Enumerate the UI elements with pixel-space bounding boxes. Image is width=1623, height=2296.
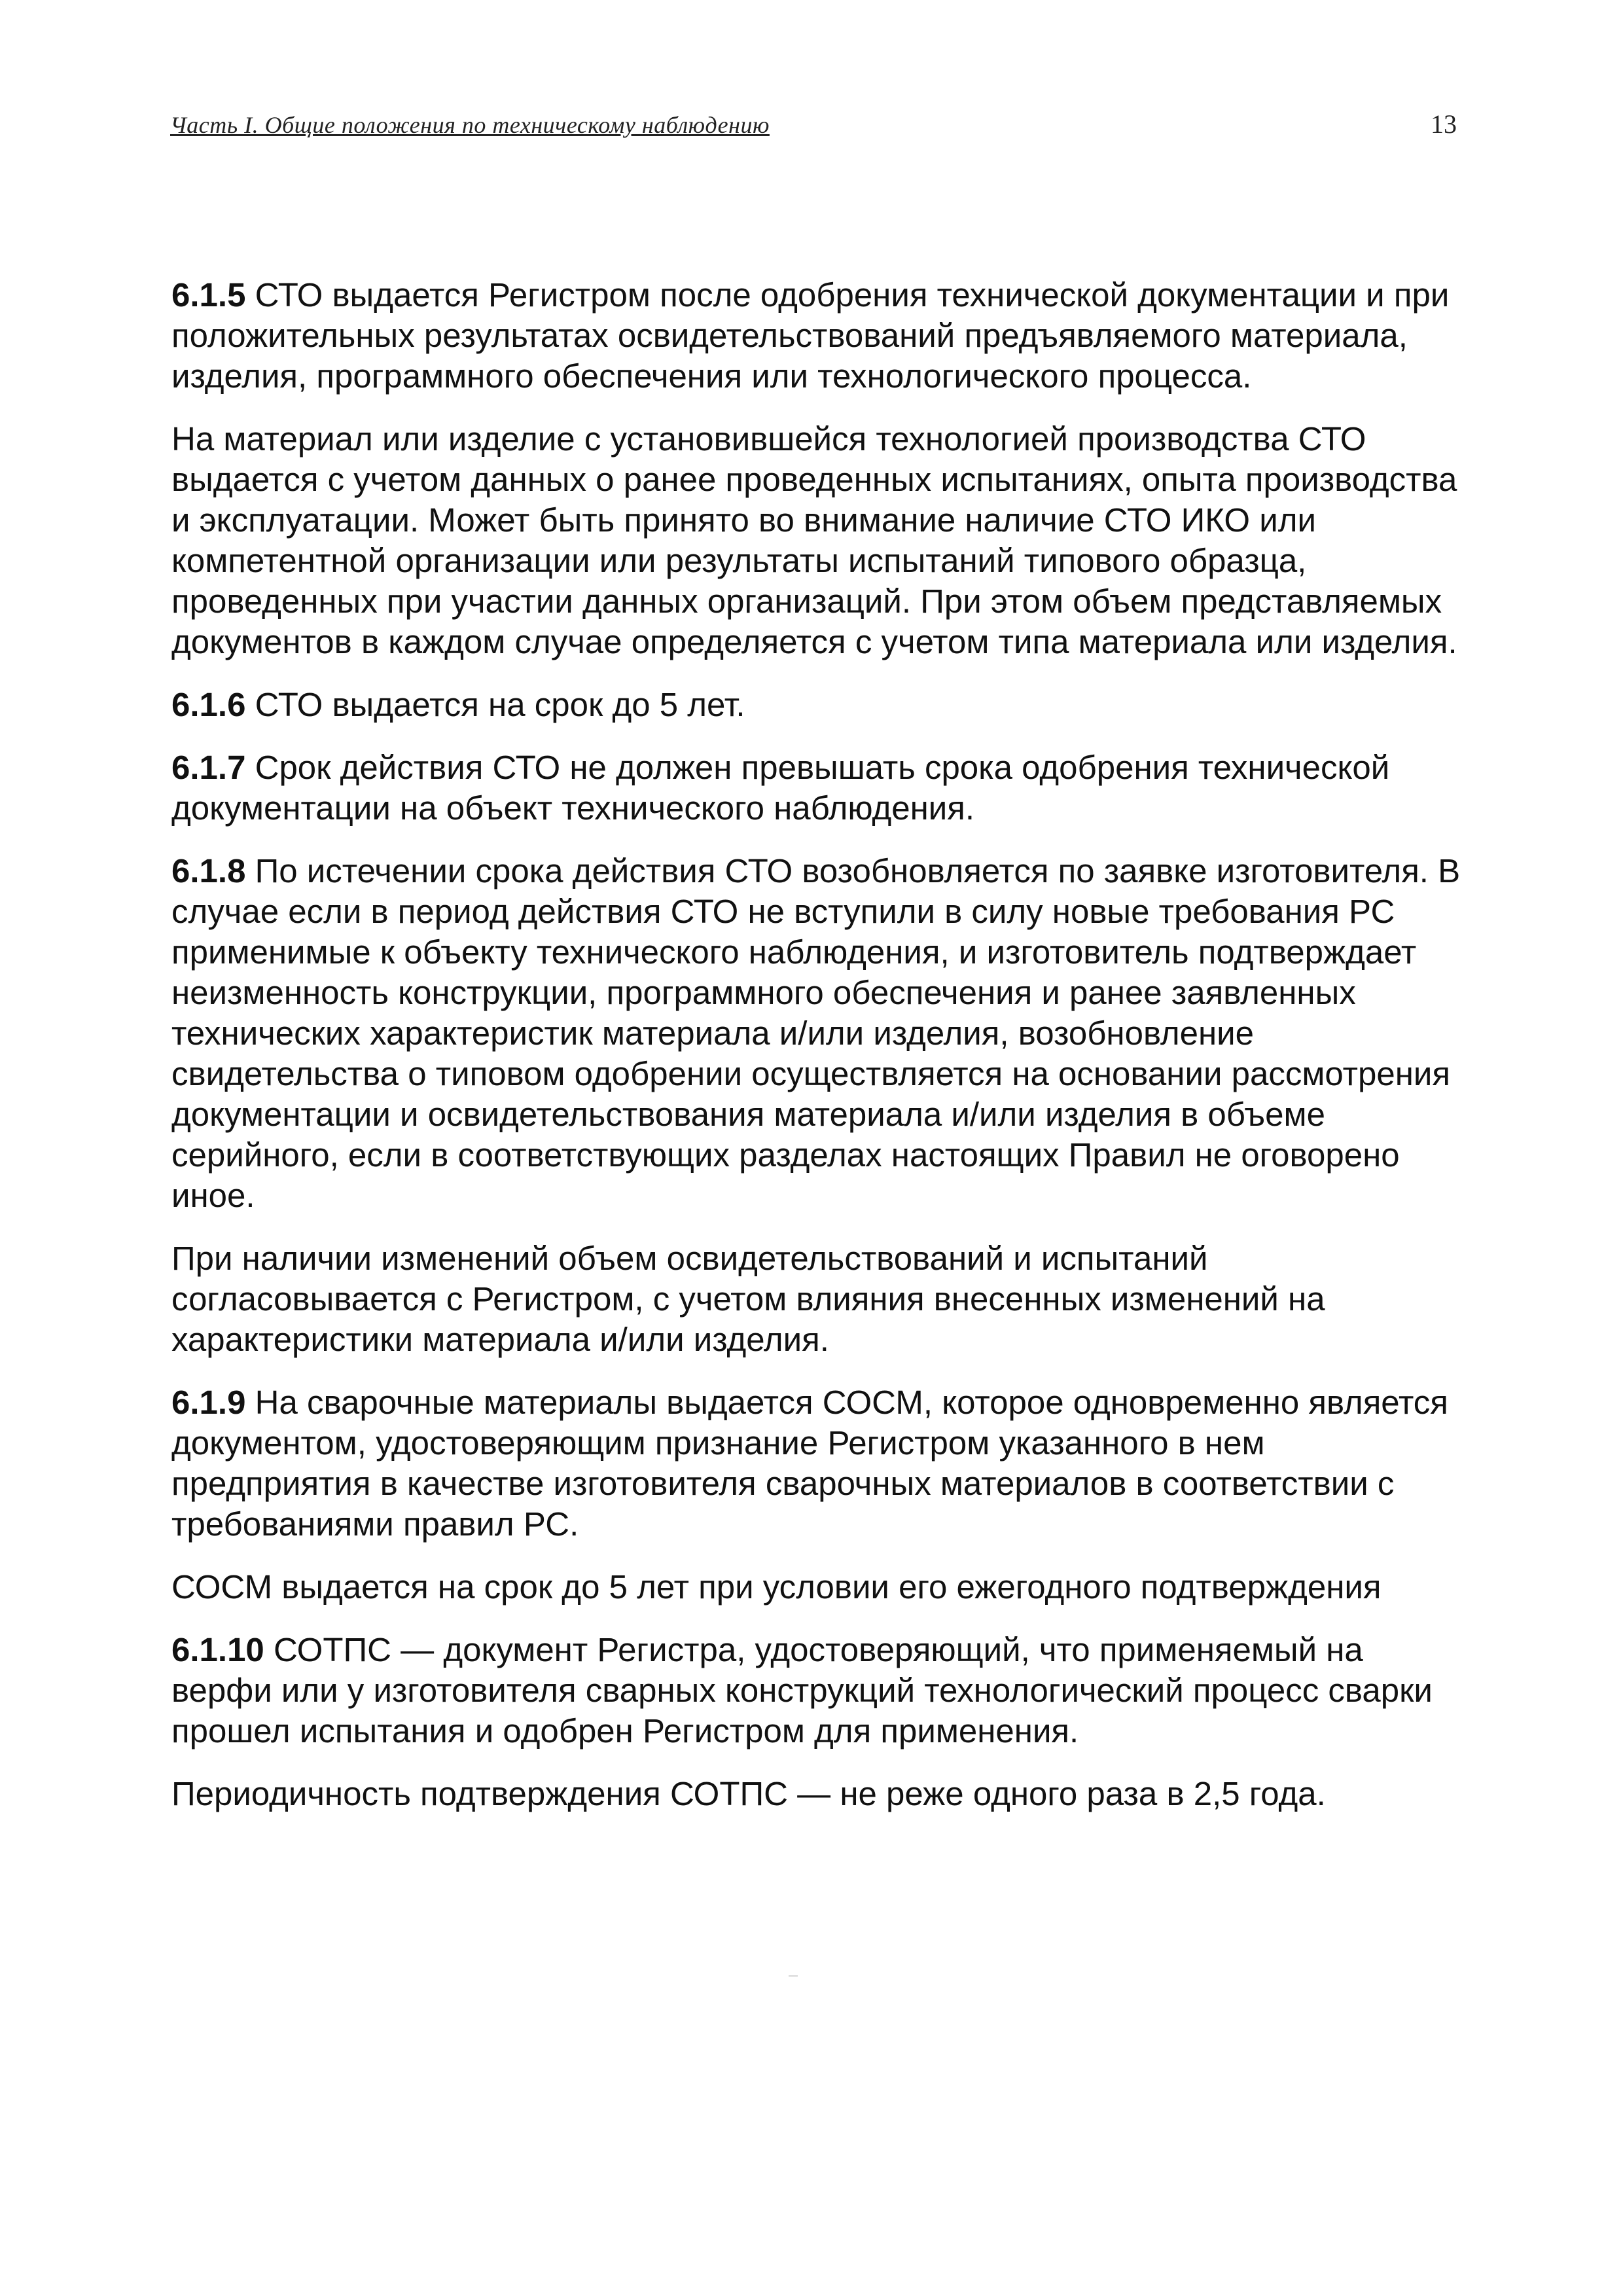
page-number: 13 [1431, 109, 1457, 139]
paragraph-text: Периодичность подтверждения СОТПС — не реже одного раза в 2,5 года. [171, 1775, 1326, 1812]
clause-number: 6.1.8 [171, 852, 246, 889]
clause-number: 6.1.6 [171, 686, 246, 723]
scan-mark [789, 1975, 798, 1977]
paragraph-text: При наличии изменений объем освидетельствований и испытаний согласовывается с Регистром, с учетом влияния внесенных изменений на характеристики материала и/или изделия. [171, 1240, 1325, 1358]
paragraph-6-1-9 [171, 1382, 1467, 1545]
paragraph-6-1-10-continued [171, 1774, 1467, 1814]
paragraph-6-1-8-continued [171, 1238, 1467, 1360]
paragraph-6-1-10 [171, 1630, 1467, 1751]
paragraph-text: На сварочные материалы выдается СОСМ, которое одновременно является документом, удостоверяющим признание Регистром указанного в нем предприятия в качестве изготовителя сварочных материалов в соответствии с требованиями правил РС. [171, 1384, 1448, 1543]
paragraph-text: На материал или изделие с установившейся технологией производства СТО выдается с учетом данных о ранее проведенных испытаниях, опыта производства и эксплуатации. Может быть принято во внимание наличие СТО ИКО или компетентной организации или результаты испытаний типового образца, проведенных при участии данных организаций. При этом объем представляемых документов в каждом случае определяется с учетом типа материала или изделия. [171, 420, 1457, 660]
running-header: Часть I. Общие положения по техническому наблюдению [170, 112, 770, 138]
paragraph-6-1-6 [171, 685, 1467, 725]
clause-number: 6.1.7 [171, 749, 246, 786]
paragraph-text: Срок действия СТО не должен превышать срока одобрения технической документации на объект технического наблюдения. [171, 749, 1390, 827]
paragraph-6-1-5 [171, 275, 1467, 397]
paragraph-6-1-8 [171, 851, 1467, 1216]
clause-number: 6.1.9 [171, 1384, 246, 1421]
paragraph-text: По истечении срока действия СТО возобновляется по заявке изготовителя. В случае если в период действия СТО не вступили в силу новые требования РС применимые к объекту технического наблюдения, и изготовитель подтверждает неизменность конструкции, программного обеспечения и ранее заявленных технических характеристик материала и/или изделия, возобновление свидетельства о типовом одобрении осуществляется на основании рассмотрения документации и освидетельствования материала и/или изделия в объеме серийного, если в соответствующих разделах настоящих Правил не оговорено иное. [171, 852, 1461, 1214]
paragraph-text: СТО выдается Регистром после одобрения технической документации и при положительных результатах освидетельствований предъявляемого материала, изделия, программного обеспечения или технологического процесса. [171, 276, 1450, 395]
paragraph-text: СОТПС — документ Регистра, удостоверяющий, что применяемый на верфи или у изготовителя сварных конструкций технологический процесс сварки прошел испытания и одобрен Регистром для применения. [171, 1631, 1433, 1749]
paragraph-6-1-9-continued [171, 1567, 1467, 1607]
paragraph-6-1-5-continued [171, 419, 1467, 662]
paragraph-text: СТО выдается на срок до 5 лет. [245, 686, 745, 723]
paragraph-text: СОСМ выдается на срок до 5 лет при условии его ежегодного подтверждения [171, 1568, 1382, 1605]
paragraph-6-1-7 [171, 747, 1467, 829]
clause-number: 6.1.5 [171, 276, 246, 314]
body-text [171, 275, 1467, 1837]
clause-number: 6.1.10 [171, 1631, 264, 1668]
